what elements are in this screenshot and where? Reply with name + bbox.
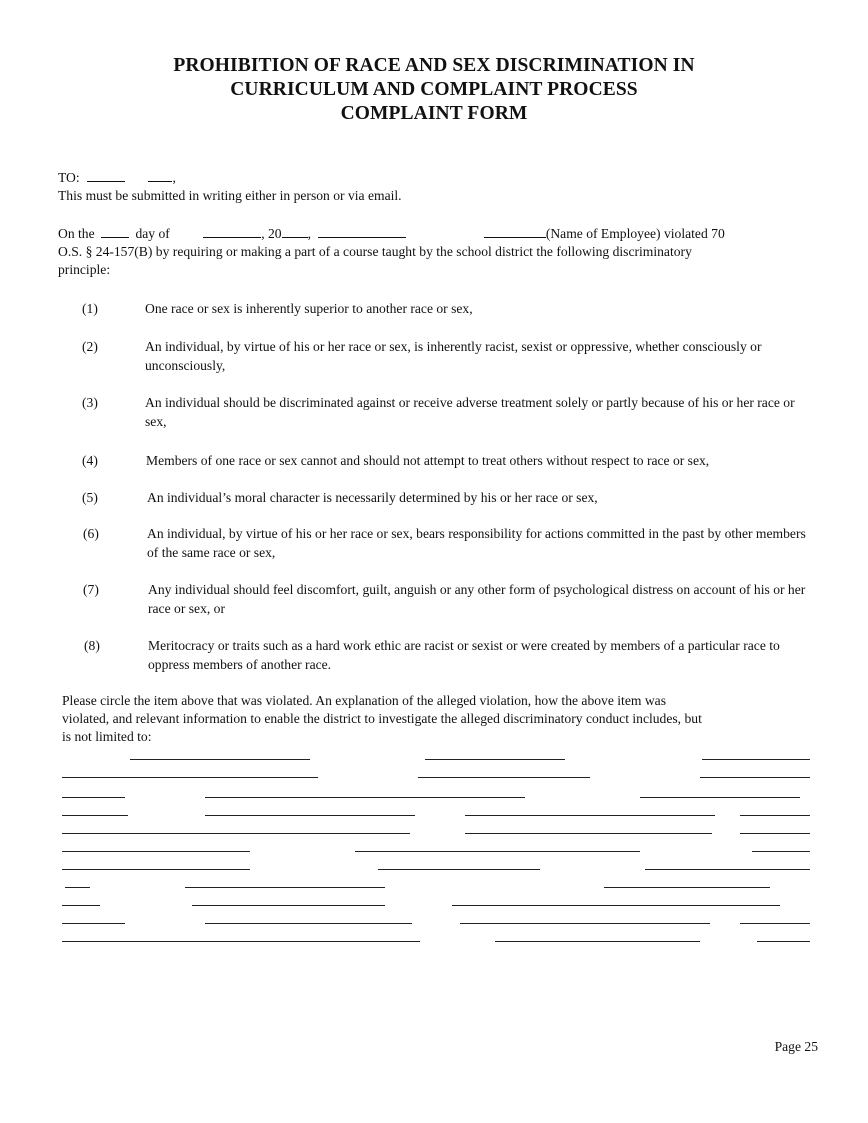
explanation-line[interactable] <box>62 941 420 942</box>
form-title <box>100 54 768 126</box>
title-line-1: PROHIBITION OF RACE AND SEX DISCRIMINATION IN <box>173 55 695 76</box>
explanation-line[interactable] <box>130 759 310 760</box>
item-text: Any individual should feel discomfort, guilt, anguish or any other form of psychological distress on account of his or her race or sex, or <box>148 582 806 616</box>
explanation-line[interactable] <box>62 815 128 816</box>
explanation-line[interactable] <box>185 887 385 888</box>
item-text: Members of one race or sex cannot and should not attempt to treat others without respect to race or sex, <box>146 453 710 468</box>
submission-note: This must be submitted in writing either in person or via email. <box>58 188 402 203</box>
item-number[interactable]: (6) <box>83 526 99 541</box>
page-number: Page 25 <box>774 1039 818 1054</box>
explanation-line[interactable] <box>62 905 100 906</box>
to-field-2[interactable] <box>148 170 172 182</box>
explanation-line[interactable] <box>752 851 810 852</box>
item-text: An individual should be discriminated against or receive adverse treatment solely or partly because of his or her race or sex, <box>145 395 795 429</box>
explanation-line[interactable] <box>460 923 710 924</box>
explanation-line[interactable] <box>740 923 810 924</box>
employee-label: (Name of Employee) violated 70 <box>545 226 725 241</box>
explanation-line[interactable] <box>757 941 810 942</box>
item-text: An individual’s moral character is necessarily determined by his or her race or sex, <box>147 490 598 505</box>
explanation-line[interactable] <box>378 869 540 870</box>
explanation-line[interactable] <box>425 759 565 760</box>
school-field[interactable] <box>318 226 406 238</box>
item-number[interactable]: (3) <box>82 395 98 410</box>
explanation-line[interactable] <box>645 869 810 870</box>
to-label: TO: <box>58 170 80 185</box>
item-number[interactable]: (1) <box>82 301 98 316</box>
to-field[interactable] <box>87 170 125 182</box>
explanation-line[interactable] <box>192 905 385 906</box>
item-text: An individual, by virtue of his or her race or sex, bears responsibility for actions committed in the past by other members of the same race or sex, <box>147 526 806 560</box>
explanation-line[interactable] <box>65 887 90 888</box>
statement-line-3: principle: <box>58 262 111 277</box>
explanation-line[interactable] <box>700 777 810 778</box>
instructions-line-3: is not limited to: <box>62 729 152 744</box>
item-text: Meritocracy or traits such as a hard work ethic are racist or sexist or were created by members of a particular race to oppress members of another race. <box>148 638 780 672</box>
explanation-line[interactable] <box>452 905 780 906</box>
year-field[interactable] <box>282 226 308 238</box>
explanation-line[interactable] <box>465 833 712 834</box>
explanation-line[interactable] <box>62 923 125 924</box>
explanation-line[interactable] <box>62 777 318 778</box>
item-number[interactable]: (8) <box>84 638 100 653</box>
explanation-line[interactable] <box>205 815 415 816</box>
explanation-line[interactable] <box>640 797 800 798</box>
statement-line-2: O.S. § 24-157(B) by requiring or making a part of a course taught by the school district the following discriminatory <box>58 244 692 259</box>
year-prefix: , 20 <box>261 226 282 241</box>
explanation-line[interactable] <box>604 887 770 888</box>
title-line-2: CURRICULUM AND COMPLAINT PROCESS <box>230 79 638 100</box>
item-number[interactable]: (4) <box>82 453 98 468</box>
item-number[interactable]: (7) <box>83 582 99 597</box>
explanation-line[interactable] <box>355 851 640 852</box>
on-the-label: On the <box>58 226 95 241</box>
instructions-line-2: violated, and relevant information to enable the district to investigate the alleged discriminatory conduct includes, but <box>62 711 702 726</box>
explanation-line[interactable] <box>62 851 250 852</box>
explanation-line[interactable] <box>740 815 810 816</box>
explanation-line[interactable] <box>205 923 412 924</box>
item-text: One race or sex is inherently superior to another race or sex, <box>145 301 473 316</box>
title-line-3: COMPLAINT FORM <box>340 103 528 124</box>
to-line: TO: , <box>58 170 176 185</box>
explanation-line[interactable] <box>62 869 250 870</box>
employee-name-field[interactable] <box>484 226 546 238</box>
day-of-label: day of <box>135 226 170 241</box>
explanation-line[interactable] <box>62 797 125 798</box>
month-field[interactable] <box>203 226 261 238</box>
explanation-line[interactable] <box>702 759 810 760</box>
explanation-line[interactable] <box>205 797 525 798</box>
item-number[interactable]: (5) <box>82 490 98 505</box>
statement-line-1: On the day of , 20 , (Name of Employee) violated 70 <box>58 226 725 241</box>
explanation-line[interactable] <box>62 833 410 834</box>
item-text: An individual, by virtue of his or her race or sex, is inherently racist, sexist or oppressive, whether consciously or unconsciously, <box>145 339 762 373</box>
item-number[interactable]: (2) <box>82 339 98 354</box>
explanation-line[interactable] <box>740 833 810 834</box>
explanation-line[interactable] <box>495 941 700 942</box>
day-field[interactable] <box>101 226 129 238</box>
explanation-line[interactable] <box>418 777 590 778</box>
instructions-line-1: Please circle the item above that was violated. An explanation of the alleged violation, how the above item was <box>62 693 666 708</box>
explanation-line[interactable] <box>465 815 715 816</box>
